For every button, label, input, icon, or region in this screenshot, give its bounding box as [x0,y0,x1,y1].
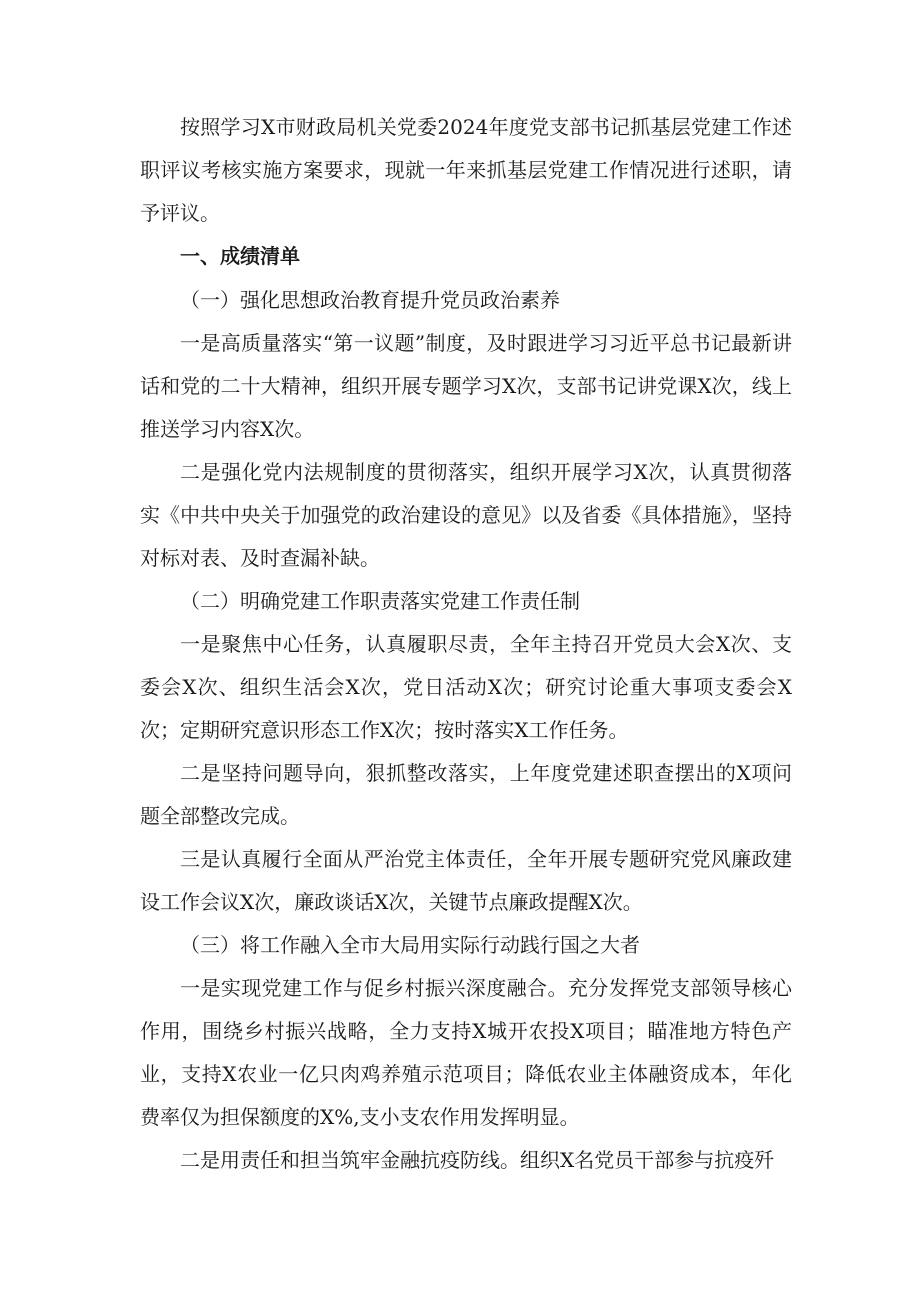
subsection-title-1: （一）强化思想政治教育提升党员政治素养 [180,288,560,312]
subsection-title-3: （三）将工作融入全市大局用实际行动践行国之大者 [180,933,640,957]
subsection-1-paragraph-2: 二是强化党内法规制度的贯彻落实，组织开展学习X次，认真贯彻落实《中共中央关于加强党的政治建设的意见》以及省委《具体措施》，坚持对标对表、及时查漏补缺。 [140,460,792,570]
subsection-2-paragraph-3: 三是认真履行全面从严治党主体责任，全年开展专题研究党风廉政建设工作会议X次，廉政谈话X次，关键节点廉政提醒X次。 [140,847,792,914]
intro-paragraph: 按照学习X市财政局机关党委2024年度党支部书记抓基层党建工作述职评议考核实施方案要求，现就一年来抓基层党建工作情况进行述职，请予评议。 [140,115,792,225]
subsection-title-2: （二）明确党建工作职责落实党建工作责任制 [180,589,580,613]
subsection-1-paragraph-1: 一是高质量落实“第一议题”制度，及时跟进学习习近平总书记最新讲话和党的二十大精神，组织开展专题学习X次，支部书记讲党课X次，线上推送学习内容X次。 [140,331,792,441]
subsection-2-paragraph-2: 二是坚持问题导向，狠抓整改落实，上年度党建述职查摆出的X项问题全部整改完成。 [140,761,792,828]
subsection-3-paragraph-2: 二是用责任和担当筑牢金融抗疫防线。组织X名党员干部参与抗疫歼 [180,1148,775,1172]
subsection-2-paragraph-1: 一是聚焦中心任务，认真履职尽责，全年主持召开党员大会X次、支委会X次、组织生活会X次，党日活动X次；研究讨论重大事项支委会X次；定期研究意识形态工作X次；按时落实X工作任务。 [140,632,792,742]
section-heading-achievements: 一、成绩清单 [180,244,300,268]
subsection-3-paragraph-1: 一是实现党建工作与促乡村振兴深度融合。充分发挥党支部领导核心作用，围绕乡村振兴战略，全力支持X城开农投X项目；瞄准地方特色产业，支持X农业一亿只肉鸡养殖示范项目；降低农业主体融资成本，年化费率仅为担保额度的X%,支小支农作用发挥明显。 [140,976,792,1129]
